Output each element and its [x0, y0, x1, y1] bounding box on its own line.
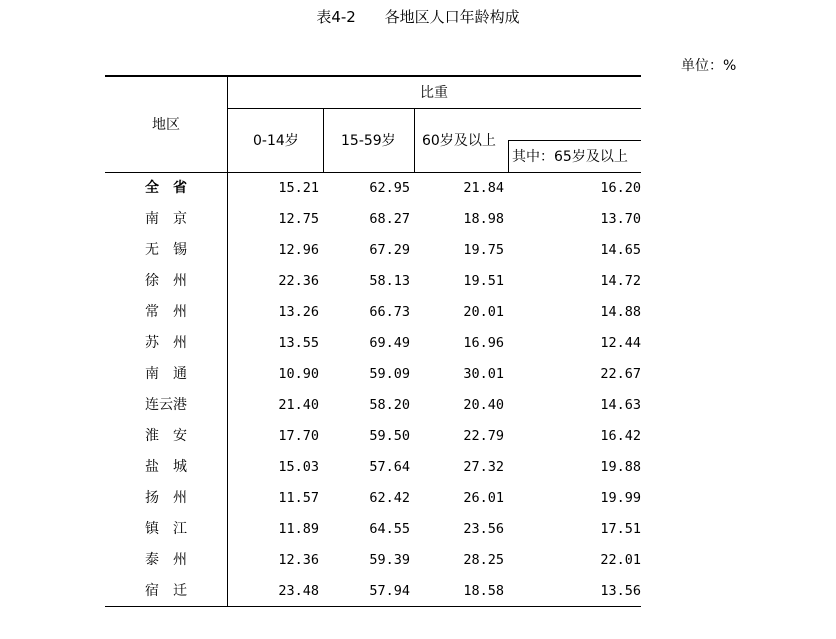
row-region-label: 镇 江 [145, 521, 187, 537]
row-region-label: 淮 安 [145, 428, 187, 444]
row-value-c2: 59.09 [369, 366, 410, 382]
row-region-label: 全 省 [145, 180, 187, 196]
row-value-c4: 19.99 [600, 490, 641, 506]
sub-rule [508, 140, 641, 141]
table-caption: 各地区人口年龄构成 [384, 8, 520, 26]
row-value-c3: 28.25 [463, 552, 504, 568]
top-rule [105, 75, 641, 77]
table-number: 表4-2 [316, 8, 356, 26]
table-title [0, 6, 836, 27]
row-value-c1: 17.70 [278, 428, 319, 444]
row-value-c3: 19.51 [463, 273, 504, 289]
header-bottom-rule [105, 172, 641, 173]
row-value-c1: 15.03 [278, 459, 319, 475]
row-value-c2: 62.42 [369, 490, 410, 506]
row-value-c2: 59.50 [369, 428, 410, 444]
header-col-15-59: 15-59岁 [341, 133, 396, 149]
row-value-c3: 27.32 [463, 459, 504, 475]
bottom-rule [105, 606, 641, 607]
row-value-c1: 12.75 [278, 211, 319, 227]
row-value-c4: 14.63 [600, 397, 641, 413]
row-region-label: 常 州 [145, 304, 187, 320]
row-region-label: 宿 迁 [145, 583, 187, 599]
row-region-label: 无 锡 [145, 242, 187, 258]
row-region-label: 盐 城 [145, 459, 187, 475]
row-value-c4: 22.67 [600, 366, 641, 382]
row-value-c3: 21.84 [463, 180, 504, 196]
row-value-c2: 64.55 [369, 521, 410, 537]
row-value-c4: 12.44 [600, 335, 641, 351]
row-value-c2: 67.29 [369, 242, 410, 258]
row-value-c2: 62.95 [369, 180, 410, 196]
row-value-c1: 13.55 [278, 335, 319, 351]
col1-divider [323, 108, 324, 172]
row-value-c3: 19.75 [463, 242, 504, 258]
region-divider [227, 75, 228, 607]
header-col-65-plus: 其中：65岁及以上 [512, 149, 628, 165]
row-value-c3: 18.98 [463, 211, 504, 227]
row-value-c2: 59.39 [369, 552, 410, 568]
row-value-c1: 15.21 [278, 180, 319, 196]
row-value-c4: 14.88 [600, 304, 641, 320]
age-structure-table [105, 75, 641, 608]
row-value-c2: 57.94 [369, 583, 410, 599]
row-region-label: 泰 州 [145, 552, 187, 568]
row-value-c3: 20.01 [463, 304, 504, 320]
row-value-c2: 68.27 [369, 211, 410, 227]
row-region-label: 扬 州 [145, 490, 187, 506]
row-value-c3: 16.96 [463, 335, 504, 351]
row-value-c4: 14.65 [600, 242, 641, 258]
col3-divider [508, 140, 509, 172]
header-region: 地区 [152, 117, 180, 133]
row-value-c1: 13.26 [278, 304, 319, 320]
header-col-60-plus: 60岁及以上 [422, 133, 496, 149]
header-col-0-14: 0-14岁 [253, 133, 299, 149]
row-region-label: 徐 州 [145, 273, 187, 289]
row-value-c1: 12.36 [278, 552, 319, 568]
row-value-c4: 13.70 [600, 211, 641, 227]
row-value-c1: 21.40 [278, 397, 319, 413]
row-value-c3: 26.01 [463, 490, 504, 506]
header-group: 比重 [420, 85, 448, 101]
row-value-c3: 23.56 [463, 521, 504, 537]
row-value-c3: 20.40 [463, 397, 504, 413]
row-value-c1: 11.57 [278, 490, 319, 506]
row-region-label: 苏 州 [145, 335, 187, 351]
row-value-c3: 30.01 [463, 366, 504, 382]
row-value-c3: 22.79 [463, 428, 504, 444]
row-value-c4: 17.51 [600, 521, 641, 537]
row-value-c2: 69.49 [369, 335, 410, 351]
row-value-c4: 13.56 [600, 583, 641, 599]
group-rule [227, 108, 641, 109]
row-value-c3: 18.58 [463, 583, 504, 599]
unit-label: 单位：% [681, 58, 737, 74]
row-value-c2: 57.64 [369, 459, 410, 475]
row-value-c1: 23.48 [278, 583, 319, 599]
col2-divider [414, 108, 415, 172]
row-value-c4: 14.72 [600, 273, 641, 289]
row-value-c4: 19.88 [600, 459, 641, 475]
row-region-label: 南 通 [145, 366, 187, 382]
row-value-c2: 58.20 [369, 397, 410, 413]
row-value-c1: 22.36 [278, 273, 319, 289]
row-value-c1: 11.89 [278, 521, 319, 537]
row-region-label: 南 京 [145, 211, 187, 227]
row-value-c2: 58.13 [369, 273, 410, 289]
row-value-c4: 22.01 [600, 552, 641, 568]
row-value-c2: 66.73 [369, 304, 410, 320]
row-value-c1: 10.90 [278, 366, 319, 382]
row-value-c4: 16.42 [600, 428, 641, 444]
row-value-c4: 16.20 [600, 180, 641, 196]
row-value-c1: 12.96 [278, 242, 319, 258]
row-region-label: 连云港 [145, 397, 187, 413]
